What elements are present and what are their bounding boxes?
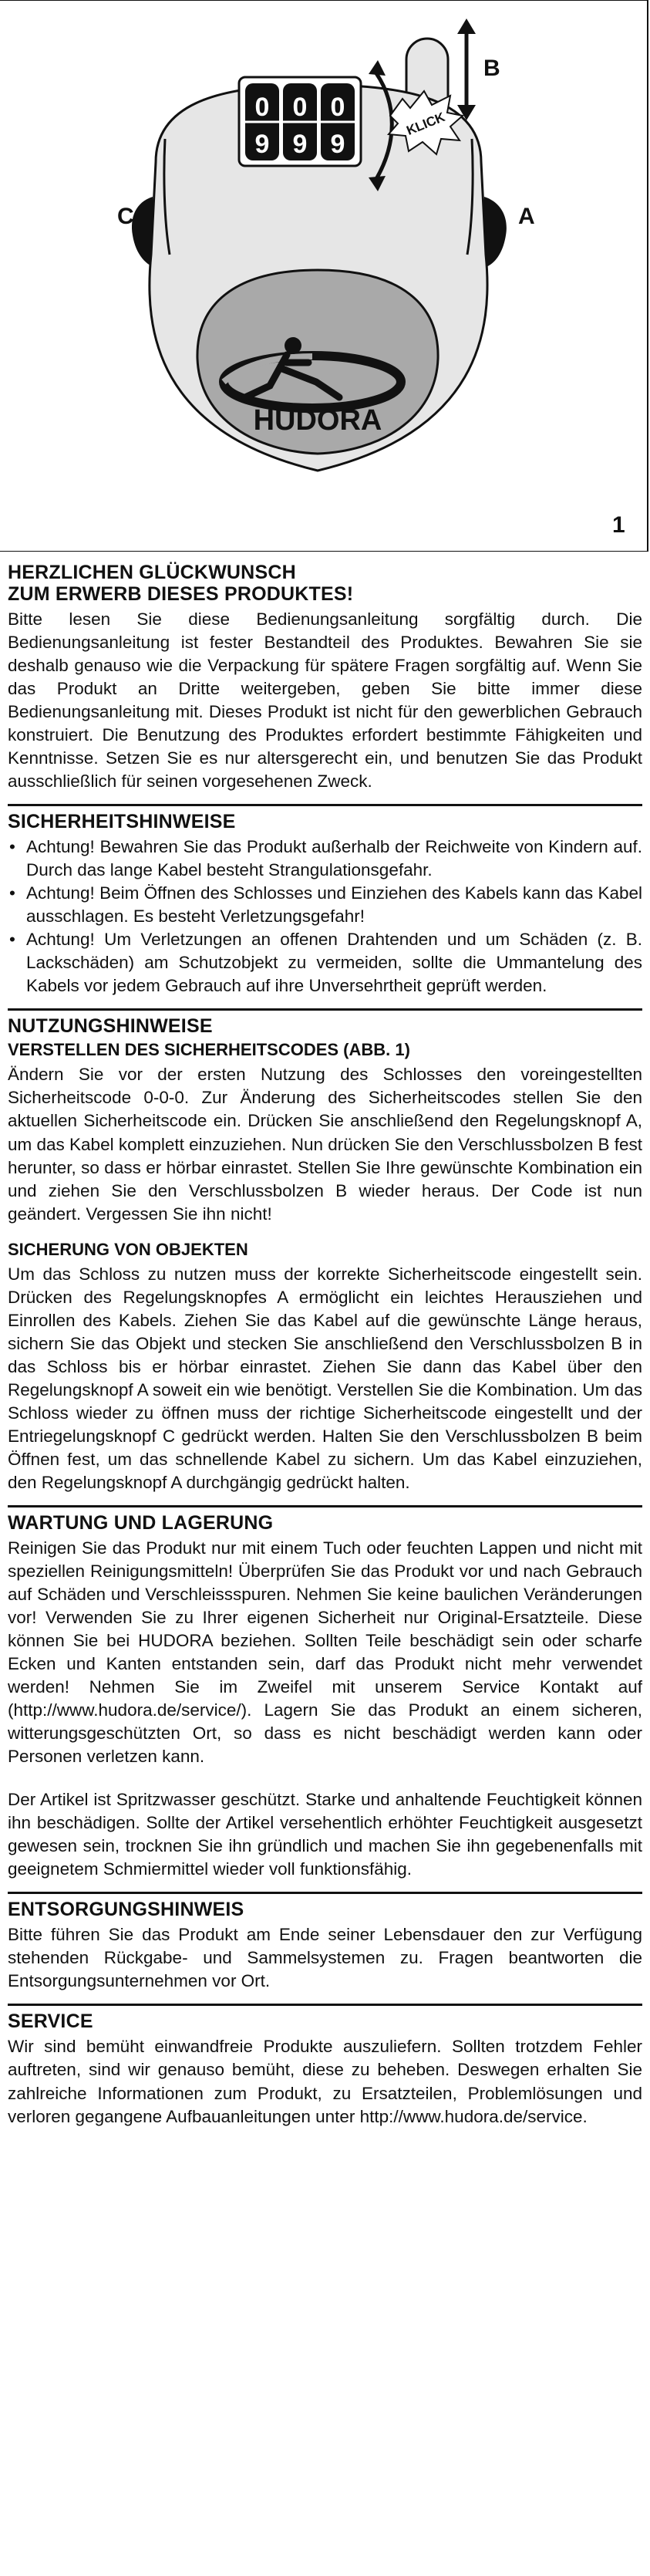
maintenance-text: Reinigen Sie das Produkt nur mit einem Tuch oder feuchten Lappen und nicht mit speziellen Reinigungsmitteln! Überprüfen Sie das Produkt vor und nach Gebrauch auf Schäden und Verschleissspuren. Nehmen Sie keine baulichen Veränderungen vor! Verwenden Sie zu Ihrer eigenen Sicherheit nur Original-Ersatzteile. Diese können Sie bei HUDORA beziehen. Sollten Teile beschädigt sein oder scharfe Ecken und Kanten entstanden sein, darf das Produkt nicht mehr verwendet werden! Nehmen Sie im Zweifel mit unserem Service Kontakt auf (http://www.hudora.de/service/). Lagern Sie das Produkt an einem sicheren, witterungsgeschützten Ort, so dass es nicht beschädigt werden kann oder Personen verletzen kann. bbox=[8, 1538, 642, 1767]
intro-title-line-1: HERZLICHEN GLÜCKWUNSCH bbox=[8, 562, 296, 583]
intro-section bbox=[8, 562, 642, 793]
code-digit-3-top: 0 bbox=[330, 93, 345, 122]
maintenance-title: WARTUNG UND LAGERUNG bbox=[8, 1511, 274, 1534]
label-c: C bbox=[117, 204, 134, 229]
figure-number: 1 bbox=[612, 512, 625, 538]
service-text: Wir sind bemüht einwandfreie Produkte auszuliefern. Sollten trotzdem Fehler auftreten, sind wir genauso bemüht, diese zu beheben. Deswegen erhalten Sie zahlreiche Informationen zum Produkt, zu Ersatzteilen, Problemlösungen und verloren gegangene Aufbauanleitungen unter http://www.hudora.de/service. bbox=[8, 2037, 642, 2126]
brand-logo: HUDORA bbox=[253, 404, 382, 437]
code-digit-2-bottom: 9 bbox=[292, 130, 308, 159]
safety-item: • Achtung! Bewahren Sie das Produkt außerhalb der Reichweite von Kindern auf. Durch das lange Kabel besteht Strangulationsgefahr. bbox=[8, 836, 642, 882]
code-digit-2-top: 0 bbox=[292, 93, 308, 122]
securing-text: Um das Schloss zu nutzen muss der korrekte Sicherheitscode eingestellt sein. Drücken des Regelungsknopfes A ermöglicht ein leichtes Herausziehen und Einrollen des Kabels. Ziehen Sie das Kabel auf die gewünschte Länge heraus, sichern Sie das Objekt und stecken Sie anschließend den Verschlussbolzen B in das Schloss bis er hörbar einrastet. Ziehen Sie dann das Kabel über den Regelungsknopf A soweit ein wie benötigt. Verstellen Sie die Kombination. Um das Schloss wieder zu öffnen muss der richtige Sicherheitscode eingestellt und der Entriegelungsknopf C gedrückt werden. Halten Sie den Verschlussbolzen B beim Öffnen fest, um das schnellende Kabel zu sichern. Um das Kabel einzuziehen, den Regelungsknopf A durchgängig gedrückt halten. bbox=[8, 1264, 642, 1492]
intro-title bbox=[8, 562, 642, 605]
disposal-title: ENTSORGUNGSHINWEIS bbox=[8, 1899, 244, 1921]
code-digit-3-bottom: 9 bbox=[330, 130, 345, 159]
up-down-arrow-icon bbox=[457, 19, 476, 120]
usage-title: NUTZUNGSHINWEISE bbox=[8, 1015, 213, 1038]
service-title: SERVICE bbox=[8, 2010, 93, 2033]
moisture-text: Der Artikel ist Spritzwasser geschützt. Starke und anhaltende Feuchtigkeit können ihn beschädigen. Sollte der Artikel versehentlich erhöhter Feuchtigkeit ausgesetzt gewesen sein, trocknen Sie ihn gründlich und machen Sie ihn gegebenenfalls mit geeignetem Schmiermittel wieder voll funktionsfähig. bbox=[8, 1790, 642, 1879]
safety-list bbox=[8, 836, 642, 998]
service-section bbox=[8, 2004, 642, 2128]
disposal-text: Bitte führen Sie das Produkt am Ende seiner Lebensdauer den zur Verfügung stehenden Rückgabe- und Sammelsystemen zu. Fragen beantworten die Entsorgungsunternehmen vor Ort. bbox=[8, 1925, 642, 1991]
securing-subtitle: SICHERUNG VON OBJEKTEN bbox=[8, 1239, 248, 1259]
label-b: B bbox=[483, 56, 500, 81]
intro-title-line-2: ZUM ERWERB DIESES PRODUKTES! bbox=[8, 583, 354, 605]
code-change-subtitle: VERSTELLEN DES SICHERHEITSCODES (ABB. 1) bbox=[8, 1040, 410, 1060]
lock-illustration bbox=[0, 0, 650, 552]
code-digit-1-top: 0 bbox=[254, 93, 270, 122]
safety-section bbox=[8, 804, 642, 998]
maintenance-section bbox=[8, 1505, 642, 1881]
disposal-section bbox=[8, 1892, 642, 1993]
safety-title: SICHERHEITSHINWEISE bbox=[8, 811, 236, 833]
usage-section bbox=[8, 1008, 642, 1494]
code-digit-1-bottom: 9 bbox=[254, 130, 270, 159]
safety-item: • Achtung! Beim Öffnen des Schlosses und Einziehen des Kabels kann das Kabel ausschlagen. Es besteht Verletzungsgefahr! bbox=[8, 882, 642, 928]
manual-text bbox=[8, 562, 642, 2129]
intro-text: Bitte lesen Sie diese Bedienungsanleitung sorgfältig durch. Die Bedienungsanleitung ist fester Bestandteil des Produktes. Bewahren Sie sie deshalb genauso wie die Verpackung für spätere Fragen sorgfältig auf. Wenn Sie das Produkt an Dritte weitergeben, geben Sie bitte immer diese Bedienungsanleitung mit. Dieses Produkt ist nicht für den gewerblichen Gebrauch konstruiert. Die Benutzung des Produktes erfordert bestimmte Fähigkeiten und Kenntnisse. Setzen Sie es nur altersgerecht ein, und benutzen Sie das Produkt ausschließlich für seinen vorgesehenen Zweck. bbox=[8, 609, 642, 792]
klick-label: KLICK bbox=[404, 109, 447, 139]
code-change-text: Ändern Sie vor der ersten Nutzung des Schlosses den voreingestellten Sicherheitscode 0-0-0. Zur Änderung des Sicherheitscodes stellen Sie den aktuellen Sicherheitscode ein. Drücken Sie anschließend den Regelungsknopf A, um das Kabel komplett einzuziehen. Nun drücken Sie den Verschlussbolzen B fest herunter, so dass er hörbar einrastet. Stellen Sie Ihre gewünschte Kombination ein und ziehen Sie den Verschlussbolzen B wieder heraus. Der Code ist nun geändert. Vergessen Sie ihn nicht! bbox=[8, 1065, 642, 1224]
label-a: A bbox=[518, 204, 535, 229]
safety-item: • Achtung! Um Verletzungen an offenen Drahtenden und um Schäden (z. B. Lackschäden) am Schutzobjekt zu vermeiden, sollte die Ummantelung des Kabels vor jedem Gebrauch auf ihre Unversehrtheit geprüft werden. bbox=[8, 928, 642, 998]
